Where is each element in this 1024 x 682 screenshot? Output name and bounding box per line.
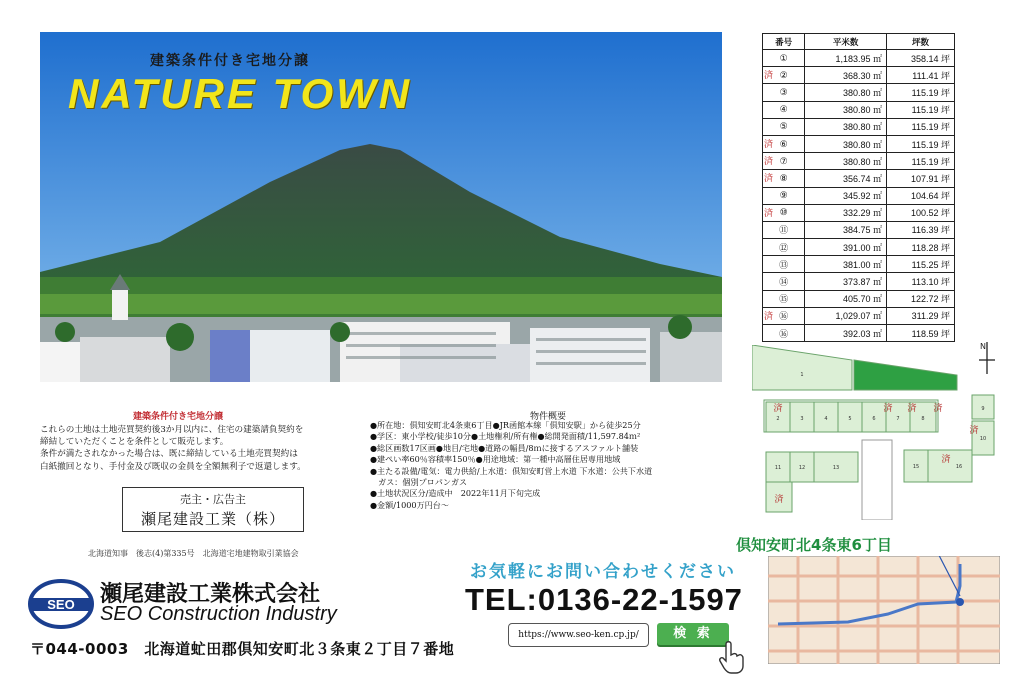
lot-number: ⑪ [779, 225, 789, 236]
plan-label: 8 [921, 416, 925, 422]
lot-table-header [763, 34, 955, 50]
search-button[interactable]: 検 索 [657, 623, 729, 645]
map-heading: 倶知安町北4条東6丁目 [736, 536, 892, 554]
lot-number: ⑬ [779, 259, 789, 270]
lot-number-cell [763, 135, 805, 152]
plan-label: 11 [774, 465, 782, 471]
lot-row [763, 50, 955, 67]
header-area-tsubo: 坪数 [887, 34, 955, 50]
conditions-text [40, 424, 340, 473]
lot-area-tsubo: 115.19 坪 [887, 84, 955, 101]
north-arrow-icon [975, 338, 999, 378]
lot-row [763, 153, 955, 170]
overview-item: ●学区：東小学校/徒歩10分●土地権利/所有権●総開発面積/11,597.84ｍ² [370, 431, 641, 442]
logo-text: SEO [47, 597, 75, 612]
plan-label: 15 [912, 464, 920, 470]
lot-area-tsubo: 118.28 坪 [887, 239, 955, 256]
lot-table-body [763, 50, 955, 342]
lot-area-sqm: 1,029.07 ㎡ [805, 307, 887, 324]
lot-number: ② [779, 69, 788, 80]
overview-item: ●建ぺい率60％容積率150％●用途地域：第一種中高層住居専用地域 [370, 454, 621, 465]
lot-row [763, 307, 955, 324]
plan-label: 5 [848, 416, 852, 422]
phone-number[interactable]: TEL:0136-22-1597 [465, 582, 743, 617]
lot-area-tsubo: 358.14 坪 [887, 50, 955, 67]
lot-area-tsubo: 311.29 坪 [887, 307, 955, 324]
sold-mark: 済 [764, 156, 774, 167]
plan-sold-mark: 済 [774, 495, 784, 505]
plan-label: 3 [800, 416, 804, 422]
lot-number: ③ [779, 86, 788, 97]
lot-area-tsubo: 122.72 坪 [887, 290, 955, 307]
company-name-en: SEO Construction Industry [100, 603, 337, 625]
lot-area-tsubo: 115.25 坪 [887, 256, 955, 273]
lot-number: ⑩ [779, 207, 788, 218]
lot-area-sqm: 391.00 ㎡ [805, 239, 887, 256]
company-name-jp: 瀬尾建設工業株式会社 [100, 582, 321, 607]
lot-area-tsubo: 116.39 坪 [887, 221, 955, 238]
plan-label: 13 [832, 465, 840, 471]
lot-area-tsubo: 115.19 坪 [887, 135, 955, 152]
lot-number-cell [763, 118, 805, 135]
lot-row [763, 204, 955, 221]
lot-area-sqm: 356.74 ㎡ [805, 170, 887, 187]
lot-area-tsubo: 115.19 坪 [887, 153, 955, 170]
lot-area-sqm: 380.80 ㎡ [805, 135, 887, 152]
lot-area-sqm: 345.92 ㎡ [805, 187, 887, 204]
lot-number-cell [763, 239, 805, 256]
conditions-line: 白紙撤回となり、手付金及び既収の金員を全額無利子で返還します。 [40, 461, 306, 472]
lot-number: ① [779, 52, 788, 63]
lot-number: ⑯ [779, 311, 789, 322]
conditions-line: 条件が満たされなかった場合は、既に締結している土地売買契約は [40, 449, 298, 460]
lot-area-sqm: 380.80 ㎡ [805, 153, 887, 170]
lot-area-tsubo: 115.19 坪 [887, 101, 955, 118]
lot-number: ⑥ [779, 138, 788, 149]
lot-number-cell [763, 67, 805, 84]
url-field[interactable]: https://www.seo-ken.cp.jp/ [508, 623, 649, 647]
lot-row [763, 221, 955, 238]
overview-item: ●金額/1000万円台～ [370, 499, 449, 510]
hand-cursor-icon [716, 640, 748, 674]
plan-sold-mark: 済 [941, 455, 951, 465]
north-label: N [980, 342, 986, 351]
lot-number-cell [763, 187, 805, 204]
overview-item: ●主たる設備/電気：電力供給/上水道：倶知安町営上水道 下水道：公共下水道 [370, 465, 653, 476]
lot-row [763, 135, 955, 152]
lot-area-sqm: 405.70 ㎡ [805, 290, 887, 307]
location-map [768, 556, 1000, 664]
overview-item: ●総区画数17区画●地目/宅地●道路の幅員/8ｍに接するアスファルト舗装 [370, 442, 639, 453]
lot-area-tsubo: 100.52 坪 [887, 204, 955, 221]
lot-number-cell [763, 221, 805, 238]
lot-number: ⑭ [779, 277, 789, 288]
license-text: 北海道知事 後志(4)第335号 北海道宅地建物取引業協会 [88, 549, 299, 558]
site-plan [752, 345, 998, 520]
sold-mark: 済 [764, 138, 774, 149]
lot-area-sqm: 380.80 ㎡ [805, 101, 887, 118]
lot-table [762, 33, 955, 342]
lot-area-sqm: 380.80 ㎡ [805, 84, 887, 101]
hero-subtitle: 建築条件付き宅地分譲 [150, 53, 310, 69]
plan-label: 4 [824, 416, 828, 422]
lot-number: ⑯ [779, 328, 789, 339]
overview-item: ●土地状況区分/造成中 2022年11月下旬完成 [370, 488, 541, 499]
lot-area-sqm: 1,183.95 ㎡ [805, 50, 887, 67]
lot-row [763, 84, 955, 101]
plan-label: 6 [872, 416, 876, 422]
lot-area-sqm: 368.30 ㎡ [805, 67, 887, 84]
lot-row [763, 118, 955, 135]
conditions-heading: 建築条件付き宅地分譲 [133, 412, 224, 422]
plan-label: 2 [776, 416, 780, 422]
lot-number-cell [763, 256, 805, 273]
lot-row [763, 187, 955, 204]
seller-role: 売主・広告主 [180, 493, 246, 506]
plan-label: 7 [896, 416, 900, 422]
lot-area-sqm: 381.00 ㎡ [805, 256, 887, 273]
lot-number: ④ [779, 104, 788, 115]
overview-list [370, 420, 700, 511]
hero-photo [40, 32, 722, 382]
overview-heading: 物件概要 [530, 412, 567, 422]
lot-number-cell [763, 170, 805, 187]
lot-number: ⑮ [779, 294, 789, 305]
plan-label: 16 [955, 464, 963, 470]
seller-name: 瀬尾建設工業（株） [140, 510, 285, 528]
plan-sold-mark: 済 [907, 404, 917, 414]
lot-area-sqm: 373.87 ㎡ [805, 273, 887, 290]
lot-number-cell [763, 101, 805, 118]
lot-area-sqm: 384.75 ㎡ [805, 221, 887, 238]
lot-number-cell [763, 50, 805, 67]
hero-title: NATURE TOWN [68, 70, 413, 117]
header-area-sqm: 平米数 [805, 34, 887, 50]
plan-label: 1 [800, 372, 804, 378]
lot-row [763, 325, 955, 342]
lot-area-tsubo: 113.10 坪 [887, 273, 955, 290]
overview-item: ガス：個別プロパンガス [370, 477, 468, 488]
map-destination-marker [956, 598, 964, 606]
lot-number: ⑫ [779, 242, 789, 253]
lot-area-sqm: 332.29 ㎡ [805, 204, 887, 221]
sold-mark: 済 [764, 310, 774, 321]
lot-row [763, 101, 955, 118]
lot-number-cell [763, 325, 805, 342]
lot-number-cell [763, 153, 805, 170]
lot-row [763, 67, 955, 84]
lot-area-sqm: 392.03 ㎡ [805, 325, 887, 342]
lot-number-cell [763, 290, 805, 307]
plan-label: 12 [798, 465, 806, 471]
plan-green-area [854, 360, 957, 390]
header-lot-number: 番号 [763, 34, 805, 50]
contact-cta: お気軽にお問い合わせください [470, 562, 736, 582]
lot-number-cell [763, 84, 805, 101]
lot-number: ⑨ [779, 190, 788, 201]
plan-label: 10 [979, 436, 987, 442]
lot-number: ⑤ [779, 121, 788, 132]
plan-sold-mark: 済 [883, 404, 893, 414]
lot-row [763, 290, 955, 307]
lot-area-tsubo: 118.59 坪 [887, 325, 955, 342]
lot-row [763, 170, 955, 187]
sold-mark: 済 [764, 207, 774, 218]
plan-lot-1 [752, 345, 852, 390]
plan-sold-mark: 済 [969, 426, 979, 436]
sold-mark: 済 [764, 70, 774, 81]
lot-area-sqm: 380.80 ㎡ [805, 118, 887, 135]
lot-row [763, 239, 955, 256]
lot-area-tsubo: 104.64 坪 [887, 187, 955, 204]
plan-label: 9 [981, 406, 985, 412]
lot-number-cell [763, 307, 805, 324]
company-logo [28, 578, 94, 630]
lot-area-tsubo: 111.41 坪 [887, 67, 955, 84]
lot-row [763, 273, 955, 290]
conditions-line: 締結していただくことを条件として販売します。 [40, 437, 229, 448]
seller-box [122, 487, 304, 532]
sold-mark: 済 [764, 173, 774, 184]
overview-item: ●所在地：倶知安町北4条東6丁目●JR函館本線「倶知安駅」から徒歩25分 [370, 420, 641, 430]
plan-sold-mark: 済 [773, 404, 783, 414]
plan-sold-mark: 済 [933, 404, 943, 414]
lot-number: ⑦ [779, 155, 788, 166]
company-address: 〒044-0003 北海道虻田郡倶知安町北３条東２丁目７番地 [30, 640, 455, 658]
lot-area-tsubo: 115.19 坪 [887, 118, 955, 135]
lot-area-tsubo: 107.91 坪 [887, 170, 955, 187]
lot-number: ⑧ [779, 172, 788, 183]
lot-number-cell [763, 204, 805, 221]
lot-row [763, 256, 955, 273]
lot-number-cell [763, 273, 805, 290]
conditions-line: これらの土地は土地売買契約後3か月以内に、住宅の建築請負契約を [40, 425, 304, 435]
